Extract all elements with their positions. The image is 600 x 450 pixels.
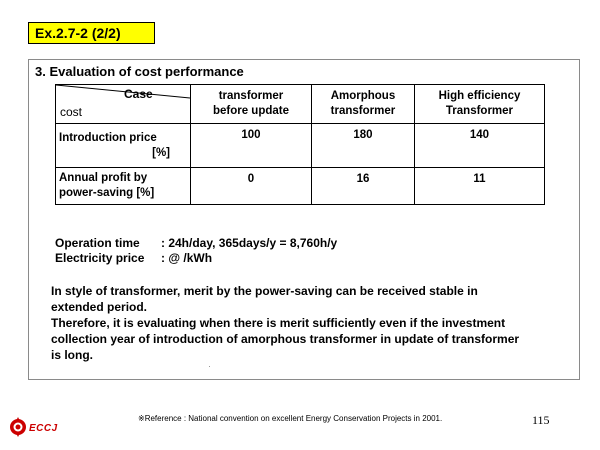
- logo-text: ECCJ: [29, 423, 58, 434]
- column-header-line: High efficiency: [438, 90, 521, 102]
- corner-cost-label: cost: [60, 105, 83, 119]
- row-header: [56, 124, 191, 168]
- content-frame: [28, 59, 580, 380]
- column-header-line: transformer: [218, 90, 284, 102]
- paragraph-line: extended period.: [51, 300, 148, 314]
- corner-case-label: Case: [124, 87, 153, 101]
- reference-note: ※Reference : National convention on excellent Energy Conservation Projects in 2001.: [138, 414, 443, 423]
- paragraph-line: In style of transformer, merit by the power-saving can be received stable in: [51, 284, 478, 298]
- table-cell: 0: [191, 168, 312, 205]
- electricity-price-label: Electricity price: [55, 251, 145, 265]
- operation-conditions: [55, 236, 337, 266]
- table-cell: 16: [311, 168, 414, 205]
- electricity-price-value: : @ /kWh: [161, 251, 213, 265]
- paragraph-line: Therefore, it is evaluating when there is merit sufficiently even if the investment: [51, 316, 506, 330]
- column-header-line: Transformer: [445, 105, 514, 117]
- paragraph-line: collection year of introduction of amorphous transformer in update of transformer: [51, 332, 520, 346]
- table-row: [56, 168, 545, 205]
- table-cell: 100: [191, 124, 312, 168]
- column-header-line: Amorphous: [330, 90, 396, 102]
- table-corner-cell: [56, 85, 191, 124]
- operation-time-row: [55, 236, 337, 251]
- section-heading: 3. Evaluation of cost performance: [35, 64, 244, 79]
- electricity-price-row: [55, 251, 337, 266]
- column-header: [414, 85, 544, 124]
- table-cell: 180: [311, 124, 414, 168]
- row-label: power-saving: [59, 187, 134, 199]
- stray-dot: [209, 366, 210, 367]
- column-header-line: before update: [212, 105, 290, 117]
- column-header-line: transformer: [330, 105, 396, 117]
- explanation-paragraph: [51, 283, 573, 363]
- table-cell: 140: [414, 124, 544, 168]
- table-cell: 11: [414, 168, 544, 205]
- operation-time-label: Operation time: [55, 236, 140, 250]
- column-header: [191, 85, 312, 124]
- cost-table: [55, 84, 545, 205]
- paragraph-line: is long.: [51, 348, 93, 362]
- row-unit: [%]: [152, 146, 170, 159]
- row-label: Annual profit by: [59, 172, 148, 184]
- eccj-logo-icon: [8, 415, 28, 444]
- table-row: [56, 124, 545, 168]
- row-label: Introduction price: [59, 131, 157, 144]
- row-unit: [%]: [136, 187, 155, 199]
- column-header: [311, 85, 414, 124]
- table-header-row: [56, 85, 545, 124]
- slide-title: Ex.2.7-2 (2/2): [28, 22, 155, 44]
- operation-time-value: : 24h/day, 365days/y = 8,760h/y: [161, 236, 338, 250]
- row-header: [56, 168, 191, 205]
- page-number: 115: [532, 413, 550, 427]
